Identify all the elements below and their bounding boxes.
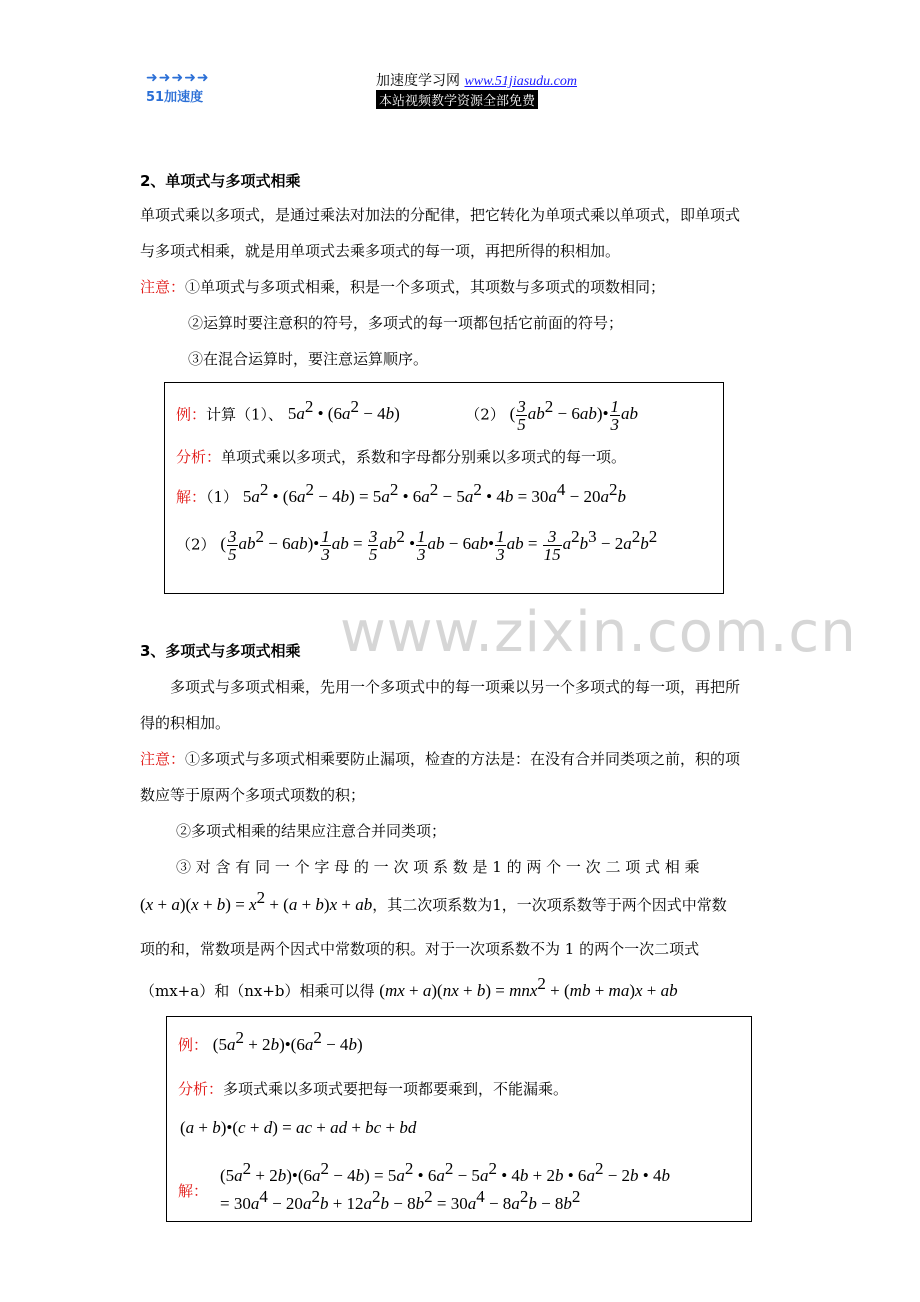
example1-question <box>176 398 638 433</box>
logo-text: 51加速度 <box>146 90 204 105</box>
analysis-label: 分析： <box>176 448 222 466</box>
logo-arrows-icon: ➜➜➜➜➜ <box>146 70 210 86</box>
section3-note3-cont1 <box>140 888 727 915</box>
example1-expr1: $5a^2$ • $(6a^2 - 4b)$ <box>287 397 400 424</box>
solution1-prefix: （1） <box>206 488 239 506</box>
example-text: 计算（1）、 <box>206 405 284 424</box>
site-logo <box>146 70 212 104</box>
section3-title: 3、多项式与多项式相乘 <box>140 642 301 660</box>
distributive-rule-line <box>180 1118 416 1138</box>
solution-expr-line2: = $30a^4 - 20a^2b + 12a^2b - 8b^2 = 30a^4 - 8a^2b - 8b^2$ <box>220 1187 581 1213</box>
section2-paragraph-line1: 单项式乘以多项式，是通过乘法对加法的分配律，把它转化为单项式乘以单项式，即单项式 <box>140 206 741 224</box>
analysis-label: 分析： <box>178 1080 224 1098</box>
binomial-identity-expr: $(x + a)(x + b) = x^2 + (a + b)x$ + ab <box>140 888 373 914</box>
example2-solution-line2 <box>220 1187 581 1214</box>
solution2-expr: ( $\frac{3}{5}$ $ab^2$ − 6ab)• $\frac{1}{3}$ ab = $\frac{3}{5}$ $ab^2$ • $\frac{1}{3}$ ab − 6ab• $\frac{1}{3}$ ab = $\frac{3}{15}$ $a^2b^3 - 2a^2b^2$ <box>220 527 658 564</box>
site-url-link[interactable]: www.51jiasudu.com <box>464 74 577 89</box>
note-label: 注意： <box>140 750 186 768</box>
example-label: 例： <box>176 405 207 424</box>
section2-note2: ②运算时要注意积的符号，多项式的每一项都包括它前面的符号； <box>188 314 624 332</box>
section2-note1 <box>140 276 665 297</box>
section3-note1-cont: 数应等于原两个多项式项数的积； <box>140 786 366 804</box>
example2-question <box>178 1028 363 1055</box>
section2-note3: ③在混合运算时，要注意运算顺序。 <box>188 350 429 368</box>
example-part2-label: （2） <box>465 405 505 424</box>
solution2-prefix: （2） <box>176 535 216 554</box>
note3-text-b: ，其二次项系数为1，一次项系数等于两个因式中常数 <box>372 896 727 914</box>
site-name: 加速度学习网 <box>376 73 460 89</box>
section3-note3-cont3 <box>140 974 678 1001</box>
note-label: 注意： <box>140 278 186 296</box>
section2-title: 2、单项式与多项式相乘 <box>140 172 301 190</box>
example-label: 例： <box>178 1036 209 1054</box>
section3-note3-cont2: 项的和，常数项是两个因式中常数项的积。对于一次项系数不为 1 的两个一次二项式 <box>140 940 700 958</box>
analysis-text: 多项式乘以多项式要把每一项都要乘到，不能漏乘。 <box>223 1080 569 1098</box>
solution-label: 解： <box>176 488 207 506</box>
example1-analysis <box>176 446 626 467</box>
note1-text: ①单项式与多项式相乘，积是一个多项式，其项数与多项式的项数相同； <box>185 278 666 296</box>
solution1-expr: $5a^2$ • $(6a^2 - 4b) = 5a^2$ • $6a^2 - 5a^2$ • $4b = 30a^4 - 20a^2b$ <box>242 480 626 506</box>
example1-expr2: ( $\frac{3}{5}$ $ab^2$ − 6ab)• $\frac{1}{3}$ ab <box>509 397 639 434</box>
section3-note3: ③ 对 含 有 同 一 个 字 母 的 一 次 项 系 数 是 1 的 两 个 一 次 二 项 式 相 乘 <box>176 858 700 876</box>
watermark: www.zixin.com.cn <box>340 600 857 665</box>
section2-paragraph-line2: 与多项式相乘，就是用单项式去乘多项式的每一项，再把所得的积相加。 <box>140 242 621 260</box>
note1-text: ①多项式与多项式相乘要防止漏项，检查的方法是：在没有合并同类项之前，积的项 <box>185 750 741 768</box>
solution-expr-line1: ($5a^2$ + $2b)•(6a^2 - 4b) = 5a^2$ • $6a^2 - 5a^2$ • 4b + 2b • $6a^2 - 2b$ • 4b <box>220 1159 670 1185</box>
section3-paragraph-line2: 得的积相加。 <box>140 714 231 732</box>
example1-solution1 <box>176 480 626 507</box>
example2-expr: ($5a^2$ + $2b)•(6a^2 - 4b)$ <box>212 1028 363 1054</box>
analysis-text: 单项式乘以多项式，系数和字母都分别乘以多项式的每一项。 <box>221 448 627 466</box>
section3-note2: ②多项式相乘的结果应注意合并同类项； <box>176 822 447 840</box>
general-binomial-expr: (mx + a)(nx + b) = mnx$^2$ + (mb + ma)x + ab <box>379 974 678 1000</box>
distributive-rule-expr: (a + b)•(c + d) = ac + ad + bc + bd <box>180 1118 417 1137</box>
solution-label: 解： <box>178 1182 209 1200</box>
example2-analysis <box>178 1078 568 1099</box>
example2-solution-line1 <box>220 1159 670 1186</box>
header-slogan: 本站视频教学资源全部免费 <box>376 90 538 109</box>
section3-note1 <box>140 748 740 769</box>
section3-paragraph-line1: 多项式与多项式相乘，先用一个多项式中的每一项乘以另一个多项式的每一项，再把所 <box>170 678 741 696</box>
example1-solution2 <box>176 528 657 563</box>
note3-text-d: （mx+a）和（nx+b）相乘可以得 <box>140 982 375 1000</box>
header-site-line <box>376 70 577 90</box>
example2-solution-label-line <box>178 1180 208 1201</box>
